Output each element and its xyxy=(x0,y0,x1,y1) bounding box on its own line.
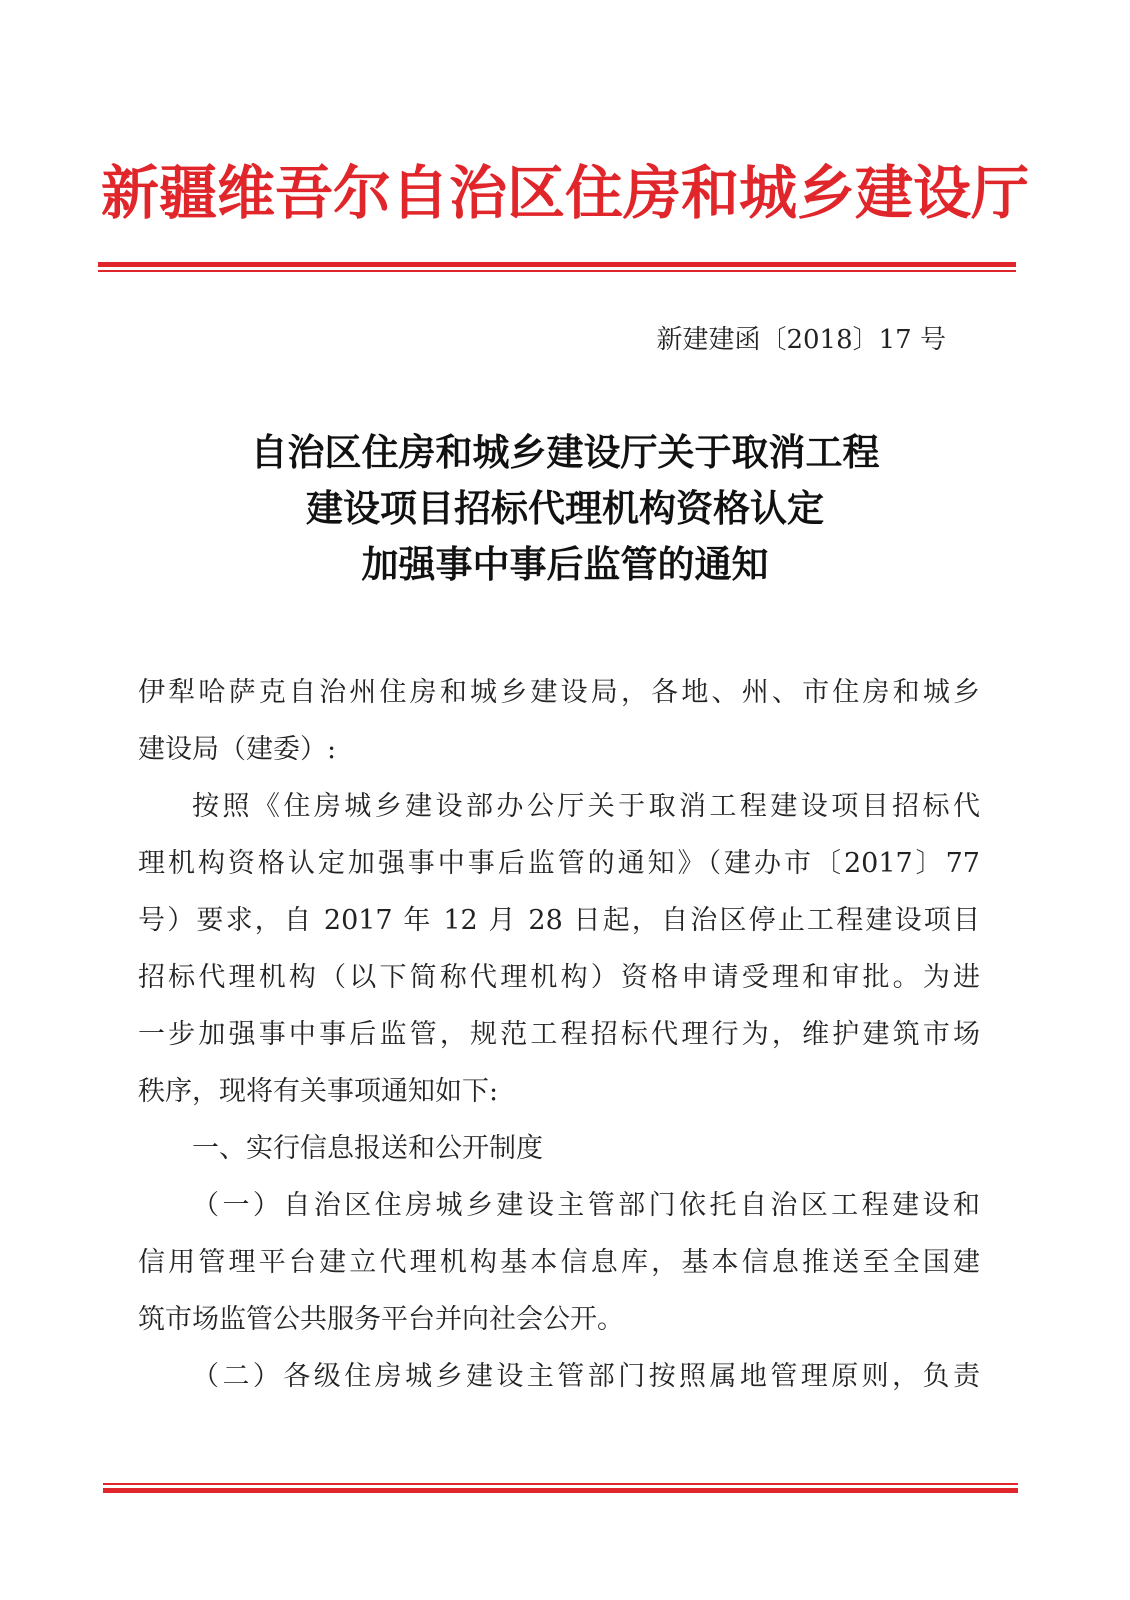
footer-red-rule-thin xyxy=(103,1483,1018,1485)
paragraph-line: 理机构资格认定加强事中事后监管的通知》（建办市〔2017〕77 xyxy=(138,848,980,879)
item-line: 筑市场监管公共服务平台并向社会公开。 xyxy=(138,1304,624,1335)
item-line: （一）自治区住房城乡建设主管部门依托自治区工程建设和 xyxy=(192,1190,980,1221)
paragraph-line: 一步加强事中事后监管，规范工程招标代理行为，维护建筑市场 xyxy=(138,1019,980,1050)
addressee-line: 伊犁哈萨克自治州住房和城乡建设局，各地、州、市住房和城乡 xyxy=(138,677,980,708)
document-title xyxy=(100,424,1030,592)
paragraph-line: 号）要求，自 2017 年 12 月 28 日起，自治区停止工程建设项目 xyxy=(138,905,980,936)
addressee-line: 建设局（建委）: xyxy=(138,734,337,765)
item-line: 信用管理平台建立代理机构基本信息库，基本信息推送至全国建 xyxy=(138,1247,980,1278)
footer-red-rule-thick xyxy=(103,1488,1018,1493)
section-heading: 一、实行信息报送和公开制度 xyxy=(192,1133,543,1164)
title-line: 建设项目招标代理机构资格认定 xyxy=(306,486,824,530)
header-red-rule-thick xyxy=(98,262,1016,267)
document-body xyxy=(138,664,980,1405)
item-line: （二）各级住房城乡建设主管部门按照属地管理原则，负责 xyxy=(192,1361,980,1392)
title-line: 加强事中事后监管的通知 xyxy=(361,542,769,586)
issuer-header: 新疆维吾尔自治区住房和城乡建设厅 xyxy=(100,159,1029,227)
paragraph-line: 招标代理机构（以下简称代理机构）资格申请受理和审批。为进 xyxy=(138,962,980,993)
paragraph-line: 按照《住房城乡建设部办公厅关于取消工程建设项目招标代 xyxy=(192,791,980,822)
title-line: 自治区住房和城乡建设厅关于取消工程 xyxy=(250,430,880,474)
header-red-rule-thin xyxy=(98,270,1016,272)
document-number: 新建建函〔2018〕17 号 xyxy=(656,325,946,355)
paragraph-line: 秩序，现将有关事项通知如下: xyxy=(138,1076,499,1107)
